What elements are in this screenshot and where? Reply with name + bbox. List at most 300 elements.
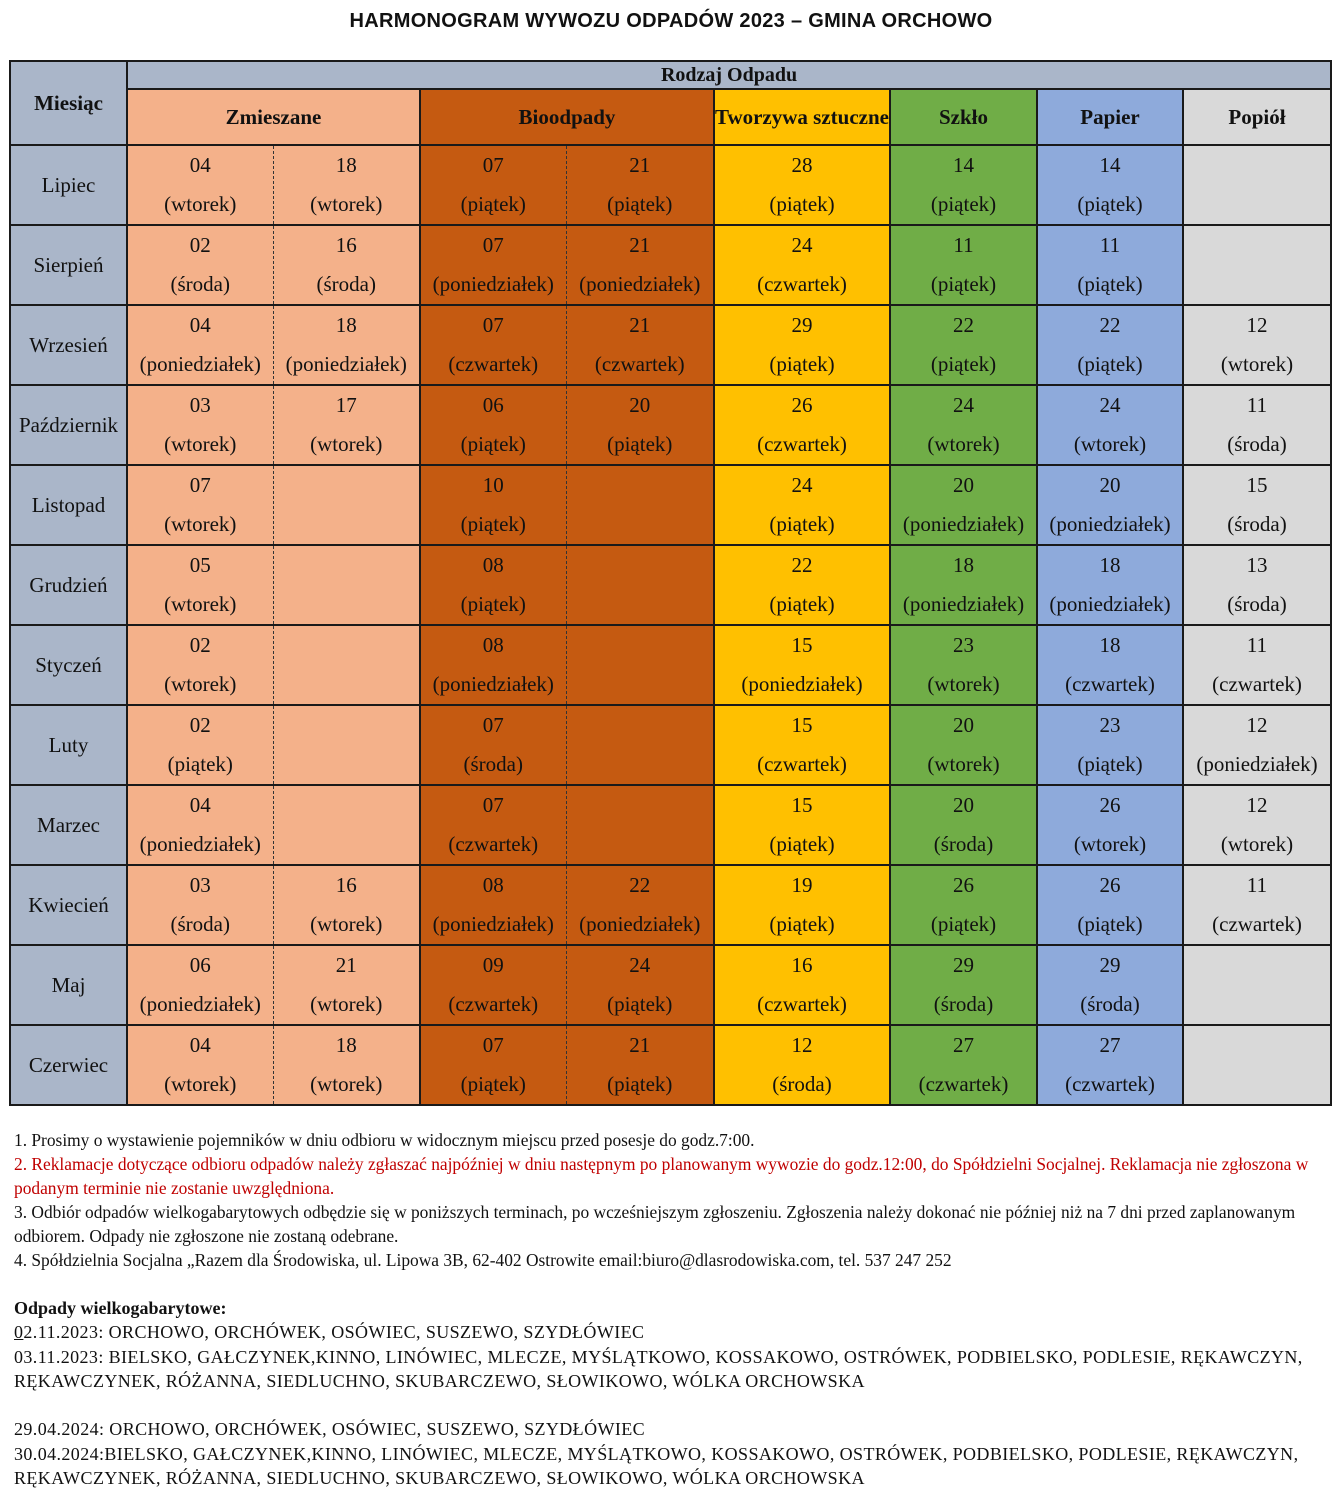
paper-cell — [1037, 1025, 1183, 1105]
mixed-cell-1 — [127, 945, 273, 1025]
ash-cell — [1183, 385, 1331, 465]
bio-cell-1 — [420, 385, 566, 465]
date-day: 24 — [629, 953, 651, 977]
date-day: 16 — [335, 873, 357, 897]
mixed-cell-1 — [127, 865, 273, 945]
mixed-cell-1 — [127, 545, 273, 625]
date-day: 19 — [791, 873, 813, 897]
paper-cell — [1037, 545, 1183, 625]
date-weekday: (piątek) — [769, 352, 835, 376]
date-weekday: (poniedziałek) — [579, 912, 701, 936]
date-weekday: (środa) — [933, 992, 994, 1016]
date-day: 24 — [953, 393, 974, 417]
plastic-cell — [714, 1025, 890, 1105]
paper-cell — [1037, 465, 1183, 545]
table-row — [10, 1025, 1331, 1105]
date-day: 23 — [1099, 713, 1121, 737]
header-bio: Bioodpady — [420, 89, 714, 145]
date-day: 11 — [1246, 633, 1268, 657]
date-day: 15 — [1246, 473, 1268, 497]
month-cell: Listopad — [10, 465, 127, 545]
date-day: 23 — [953, 633, 974, 657]
bio-cell-1 — [420, 705, 566, 785]
note-2: 2. Reklamacje dotyczące odbioru odpadów należy zgłaszać najpóźniej w dniu następnym po planowanym wywozie do godz.12:00, do Spółdzielni Socjalnej. Reklamacja nie zgłoszona w podanym terminie nie zostanie uwzględniona. — [14, 1154, 1309, 1198]
date-weekday: (piątek) — [460, 432, 526, 456]
bio-cell-1 — [420, 145, 566, 225]
month-cell: Marzec — [10, 785, 127, 865]
date-day: 20 — [1099, 473, 1121, 497]
bio-cell-2 — [566, 1025, 714, 1105]
note-3: 3. Odbiór odpadów wielkogabarytowych odbędzie się w poniższych terminach, po wcześniejszym zgłoszeniu. Zgłoszenia należy dokonać nie później niż na 7 dni przed zaplanowanym odbiorem. Odpady nie zgłoszone nie zostaną odebrane. — [14, 1202, 1296, 1246]
date-weekday: (czwartek) — [1212, 672, 1302, 696]
date-weekday: (środa) — [1080, 992, 1140, 1016]
month-cell: Lipiec — [10, 145, 127, 225]
date-weekday: (piątek) — [607, 432, 673, 456]
glass-cell — [890, 385, 1037, 465]
mixed-cell-2 — [273, 225, 420, 305]
date-weekday: (piątek) — [460, 512, 526, 536]
date-day: 24 — [791, 233, 813, 257]
month-cell: Luty — [10, 705, 127, 785]
date-weekday: (poniedziałek) — [432, 272, 554, 296]
bio-cell-2 — [566, 545, 714, 625]
table-row — [10, 705, 1331, 785]
plastic-cell — [714, 785, 890, 865]
glass-cell — [890, 865, 1037, 945]
plastic-cell — [714, 465, 890, 545]
date-weekday: (wtorek) — [1220, 832, 1294, 856]
header-paper: Papier — [1037, 89, 1183, 145]
date-weekday: (poniedziałek) — [285, 352, 407, 376]
table-row — [10, 785, 1331, 865]
date-day: 16 — [335, 233, 357, 257]
date-weekday: (piątek) — [607, 1072, 673, 1096]
date-day: 26 — [1099, 873, 1121, 897]
date-day: 02 — [189, 713, 211, 737]
bio-cell-1 — [420, 225, 566, 305]
date-day: 22 — [1099, 313, 1121, 337]
plastic-cell — [714, 705, 890, 785]
date-day: 04 — [189, 313, 211, 337]
date-weekday: (czwartek) — [918, 1072, 1009, 1096]
paper-cell — [1037, 785, 1183, 865]
bio-cell-2 — [566, 625, 714, 705]
mixed-cell-2 — [273, 625, 420, 705]
date-day: 21 — [629, 153, 651, 177]
date-day: 27 — [1099, 1033, 1121, 1057]
date-day: 20 — [629, 393, 651, 417]
date-weekday: (piątek) — [460, 592, 526, 616]
bio-cell-2 — [566, 785, 714, 865]
date-day: 11 — [1246, 873, 1268, 897]
mixed-cell-2 — [273, 865, 420, 945]
date-day: 04 — [189, 1033, 211, 1057]
date-weekday: (piątek) — [1077, 752, 1143, 776]
date-weekday: (piątek) — [930, 912, 997, 936]
date-day: 15 — [791, 713, 813, 737]
date-weekday: (czwartek) — [757, 752, 847, 776]
month-cell: Styczeń — [10, 625, 127, 705]
date-weekday: (środa) — [170, 912, 230, 936]
date-day: 18 — [335, 153, 357, 177]
ash-cell — [1183, 785, 1331, 865]
date-weekday: (piątek) — [769, 192, 835, 216]
date-day: 07 — [482, 233, 504, 257]
date-day: 07 — [482, 793, 504, 817]
date-weekday: (piątek) — [769, 592, 835, 616]
date-weekday: (piątek) — [460, 1072, 526, 1096]
bio-cell-1 — [420, 545, 566, 625]
glass-cell — [890, 705, 1037, 785]
date-weekday: (wtorek) — [164, 432, 237, 456]
date-day: 07 — [482, 1033, 504, 1057]
date-day: 04 — [189, 153, 211, 177]
mixed-cell-1 — [127, 705, 273, 785]
date-day: 29 — [953, 953, 974, 977]
date-weekday: (środa) — [170, 272, 230, 296]
bulky-waste-dates-2023 — [14, 1320, 1330, 1394]
date-day: 02 — [189, 233, 211, 257]
date-weekday: (piątek) — [1077, 192, 1143, 216]
mixed-cell-1 — [127, 225, 273, 305]
paper-cell — [1037, 705, 1183, 785]
ash-cell — [1183, 865, 1331, 945]
date-day: 29 — [791, 313, 813, 337]
date-day: 26 — [1099, 793, 1121, 817]
date-weekday: (piątek) — [769, 512, 835, 536]
glass-cell — [890, 545, 1037, 625]
date-weekday: (czwartek) — [1065, 1072, 1155, 1096]
bio-cell-1 — [420, 305, 566, 385]
paper-cell — [1037, 225, 1183, 305]
date-weekday: (poniedziałek) — [139, 352, 261, 376]
date-day: 11 — [1099, 233, 1121, 257]
paper-cell — [1037, 145, 1183, 225]
bio-cell-1 — [420, 465, 566, 545]
date-weekday: (wtorek) — [310, 992, 383, 1016]
date-weekday: (środa) — [1227, 432, 1287, 456]
date-weekday: (wtorek) — [164, 1072, 237, 1096]
table-row — [10, 945, 1331, 1025]
paper-cell — [1037, 385, 1183, 465]
date-weekday: (wtorek) — [164, 592, 237, 616]
date-weekday: (czwartek) — [757, 272, 847, 296]
date-weekday: (wtorek) — [1073, 432, 1147, 456]
date-weekday: (wtorek) — [927, 432, 1000, 456]
date-weekday: (wtorek) — [310, 1072, 383, 1096]
table-row — [10, 145, 1331, 225]
table-row — [10, 385, 1331, 465]
date-weekday: (środa) — [463, 752, 523, 776]
date-day: 18 — [953, 553, 974, 577]
date-weekday: (piątek) — [167, 752, 233, 776]
date-weekday: (piątek) — [1077, 912, 1143, 936]
mixed-cell-1 — [127, 145, 273, 225]
date-weekday: (czwartek) — [757, 992, 847, 1016]
plastic-cell — [714, 545, 890, 625]
paper-cell — [1037, 305, 1183, 385]
mixed-cell-1 — [127, 785, 273, 865]
date-weekday: (piątek) — [930, 192, 997, 216]
date-day: 18 — [1099, 633, 1121, 657]
date-weekday: (wtorek) — [1073, 832, 1147, 856]
mixed-cell-1 — [127, 305, 273, 385]
date-weekday: (czwartek) — [448, 832, 539, 856]
date-day: 21 — [335, 953, 357, 977]
ash-cell — [1183, 305, 1331, 385]
date-weekday: (czwartek) — [757, 432, 847, 456]
date-day: 08 — [482, 873, 504, 897]
bulky-line-4: 30.04.2024:BIELSKO, GAŁCZYNEK,KINNO, LINÓWIEC, MLECZE, MYŚLĄTKOWO, KOSSAKOWO, OSTRÓWEK, PODBIELSKO, PODLESIE, RĘKAWCZYN, RĘKAWCZYNEK, RÓŻANNA, SIEDLUCHNO, SKUBARCZEWO, SŁOWIKOWO, WÓLKA ORCHOWSKA — [14, 1443, 1299, 1488]
date-day: 07 — [482, 153, 504, 177]
date-weekday: (piątek) — [769, 832, 835, 856]
date-weekday: (poniedziałek) — [902, 512, 1025, 536]
date-weekday: (piątek) — [930, 352, 997, 376]
paper-cell — [1037, 625, 1183, 705]
date-weekday: (piątek) — [1077, 352, 1143, 376]
glass-cell — [890, 625, 1037, 705]
date-weekday: (środa) — [933, 832, 994, 856]
date-weekday: (czwartek) — [448, 992, 539, 1016]
date-day: 12 — [1246, 313, 1268, 337]
bio-cell-2 — [566, 705, 714, 785]
date-day: 21 — [629, 313, 651, 337]
table-row — [10, 305, 1331, 385]
date-day: 08 — [482, 633, 504, 657]
bulky-line-1-rest: 2.11.2023: ORCHOWO, ORCHÓWEK, OSÓWIEC, SUSZEWO, SZYDŁÓWIEC — [23, 1322, 645, 1342]
month-cell: Grudzień — [10, 545, 127, 625]
bulky-line-3: 29.04.2024: ORCHOWO, ORCHÓWEK, OSÓWIEC, SUSZEWO, SZYDŁÓWIEC — [14, 1419, 646, 1439]
date-weekday: (czwartek) — [1212, 912, 1302, 936]
notes — [14, 1128, 1330, 1272]
date-weekday: (piątek) — [1077, 272, 1143, 296]
mixed-cell-2 — [273, 705, 420, 785]
table-row — [10, 865, 1331, 945]
bio-cell-1 — [420, 785, 566, 865]
glass-cell — [890, 145, 1037, 225]
date-weekday: (piątek) — [769, 912, 835, 936]
date-weekday: (piątek) — [607, 192, 673, 216]
date-weekday: (poniedziałek) — [139, 832, 261, 856]
date-day: 26 — [953, 873, 974, 897]
date-day: 26 — [791, 393, 813, 417]
date-weekday: (czwartek) — [1065, 672, 1155, 696]
bulky-line-2: 03.11.2023: BIELSKO, GAŁCZYNEK,KINNO, LINÓWIEC, MLECZE, MYŚLĄTKOWO, KOSSAKOWO, OSTRÓWEK, PODBIELSKO, PODLESIE, RĘKAWCZYN, RĘKAWCZYNEK, RÓŻANNA, SIEDLUCHNO, SKUBARCZEWO, SŁOWIKOWO, WÓLKA ORCHOWSKA — [14, 1346, 1303, 1391]
header-month: Miesiąc — [10, 61, 127, 145]
note-1: 1. Prosimy o wystawienie pojemników w dniu odbioru w widocznym miejscu przed posesje do godz.7:00. — [14, 1130, 755, 1150]
document-title: HARMONOGRAM WYWOZU ODPADÓW 2023 – GMINA ORCHOWO — [349, 10, 993, 32]
date-day: 20 — [953, 713, 974, 737]
schedule-table — [9, 60, 1332, 1106]
date-weekday: (wtorek) — [310, 192, 383, 216]
date-weekday: (czwartek) — [594, 352, 685, 376]
mixed-cell-2 — [273, 785, 420, 865]
date-weekday: (poniedziałek) — [1049, 512, 1171, 536]
ash-cell — [1183, 225, 1331, 305]
mixed-cell-2 — [273, 465, 420, 545]
mixed-cell-2 — [273, 385, 420, 465]
month-cell: Sierpień — [10, 225, 127, 305]
date-weekday: (środa) — [1227, 592, 1287, 616]
date-day: 02 — [189, 633, 211, 657]
date-day: 16 — [791, 953, 813, 977]
date-weekday: (środa) — [316, 272, 376, 296]
date-day: 17 — [335, 393, 357, 417]
date-day: 20 — [953, 473, 974, 497]
date-day: 14 — [1099, 153, 1121, 177]
plastic-cell — [714, 225, 890, 305]
bio-cell-2 — [566, 945, 714, 1025]
bio-cell-2 — [566, 465, 714, 545]
date-weekday: (wtorek) — [164, 192, 237, 216]
date-day: 14 — [953, 153, 974, 177]
date-day: 24 — [791, 473, 813, 497]
date-day: 11 — [953, 233, 974, 257]
mixed-cell-2 — [273, 145, 420, 225]
month-cell: Październik — [10, 385, 127, 465]
date-day: 12 — [1246, 793, 1268, 817]
bulky-waste-title: Odpady wielkogabarytowe: — [14, 1298, 227, 1318]
ash-cell — [1183, 545, 1331, 625]
glass-cell — [890, 785, 1037, 865]
mixed-cell-1 — [127, 1025, 273, 1105]
date-day: 03 — [189, 873, 211, 897]
date-day: 11 — [1246, 393, 1268, 417]
paper-cell — [1037, 945, 1183, 1025]
date-day: 22 — [629, 873, 651, 897]
glass-cell — [890, 465, 1037, 545]
date-day: 12 — [791, 1033, 813, 1057]
date-weekday: (środa) — [1227, 512, 1287, 536]
date-day: 05 — [189, 553, 211, 577]
bio-cell-2 — [566, 305, 714, 385]
header-ash: Popiół — [1183, 89, 1331, 145]
date-weekday: (piątek) — [607, 992, 673, 1016]
date-day: 22 — [953, 313, 974, 337]
bio-cell-2 — [566, 865, 714, 945]
date-weekday: (poniedziałek) — [902, 592, 1025, 616]
date-day: 03 — [189, 393, 211, 417]
bio-cell-2 — [566, 145, 714, 225]
mixed-cell-2 — [273, 945, 420, 1025]
date-day: 18 — [1099, 553, 1121, 577]
header-waste-type: Rodzaj Odpadu — [127, 61, 1331, 89]
date-weekday: (piątek) — [930, 272, 997, 296]
bio-cell-2 — [566, 385, 714, 465]
ash-cell — [1183, 705, 1331, 785]
header-plastic: Tworzywa sztuczne — [714, 89, 890, 145]
ash-cell — [1183, 1025, 1331, 1105]
date-day: 06 — [482, 393, 504, 417]
mixed-cell-1 — [127, 625, 273, 705]
ash-cell — [1183, 465, 1331, 545]
table-row — [10, 465, 1331, 545]
date-weekday: (wtorek) — [927, 752, 1000, 776]
header-mixed: Zmieszane — [127, 89, 420, 145]
date-weekday: (poniedziałek) — [432, 672, 554, 696]
bulky-line-1-first: 0 — [14, 1322, 24, 1342]
date-day: 06 — [189, 953, 211, 977]
mixed-cell-1 — [127, 385, 273, 465]
glass-cell — [890, 305, 1037, 385]
date-weekday: (poniedziałek) — [579, 272, 701, 296]
bio-cell-1 — [420, 625, 566, 705]
plastic-cell — [714, 305, 890, 385]
date-day: 08 — [482, 553, 504, 577]
bulky-line-1 — [14, 1320, 1330, 1345]
glass-cell — [890, 945, 1037, 1025]
month-cell: Wrzesień — [10, 305, 127, 385]
date-day: 18 — [335, 1033, 357, 1057]
date-day: 10 — [482, 473, 504, 497]
mixed-cell-2 — [273, 1025, 420, 1105]
bio-cell-1 — [420, 945, 566, 1025]
month-cell: Czerwiec — [10, 1025, 127, 1105]
mixed-cell-2 — [273, 305, 420, 385]
ash-cell — [1183, 145, 1331, 225]
ash-cell — [1183, 625, 1331, 705]
bio-cell-2 — [566, 225, 714, 305]
date-day: 09 — [482, 953, 504, 977]
date-weekday: (poniedziałek) — [1049, 592, 1171, 616]
date-weekday: (wtorek) — [927, 672, 1000, 696]
mixed-cell-1 — [127, 465, 273, 545]
month-cell: Maj — [10, 945, 127, 1025]
plastic-cell — [714, 385, 890, 465]
date-weekday: (środa) — [772, 1072, 832, 1096]
table-row — [10, 625, 1331, 705]
plastic-cell — [714, 865, 890, 945]
glass-cell — [890, 225, 1037, 305]
ash-cell — [1183, 945, 1331, 1025]
date-day: 24 — [1099, 393, 1121, 417]
table-row — [10, 545, 1331, 625]
plastic-cell — [714, 145, 890, 225]
date-day: 27 — [953, 1033, 974, 1057]
date-weekday: (wtorek) — [164, 672, 237, 696]
date-weekday: (poniedziałek) — [139, 992, 261, 1016]
date-day: 04 — [189, 793, 211, 817]
date-weekday: (poniedziałek) — [432, 912, 554, 936]
bio-cell-1 — [420, 865, 566, 945]
date-day: 13 — [1246, 553, 1268, 577]
date-day: 20 — [953, 793, 974, 817]
plastic-cell — [714, 625, 890, 705]
date-day: 22 — [791, 553, 813, 577]
header-glass: Szkło — [890, 89, 1037, 145]
note-4: 4. Spółdzielnia Socjalna „Razem dla Środowiska, ul. Lipowa 3B, 62-402 Ostrowite email:biuro@dlasrodowiska.com, tel. 537 247 252 — [14, 1250, 952, 1270]
paper-cell — [1037, 865, 1183, 945]
table-row — [10, 225, 1331, 305]
date-day: 07 — [189, 473, 211, 497]
date-day: 12 — [1246, 713, 1268, 737]
month-cell: Kwiecień — [10, 865, 127, 945]
date-weekday: (poniedziałek) — [1196, 752, 1318, 776]
bulky-waste-dates-2024 — [14, 1417, 1330, 1491]
date-day: 07 — [482, 713, 504, 737]
mixed-cell-2 — [273, 545, 420, 625]
plastic-cell — [714, 945, 890, 1025]
date-day: 21 — [629, 233, 651, 257]
date-day: 29 — [1099, 953, 1121, 977]
bio-cell-1 — [420, 1025, 566, 1105]
date-day: 07 — [482, 313, 504, 337]
date-day: 15 — [791, 793, 813, 817]
date-weekday: (wtorek) — [164, 512, 237, 536]
date-day: 18 — [335, 313, 357, 337]
date-weekday: (piątek) — [460, 192, 526, 216]
date-day: 15 — [791, 633, 813, 657]
